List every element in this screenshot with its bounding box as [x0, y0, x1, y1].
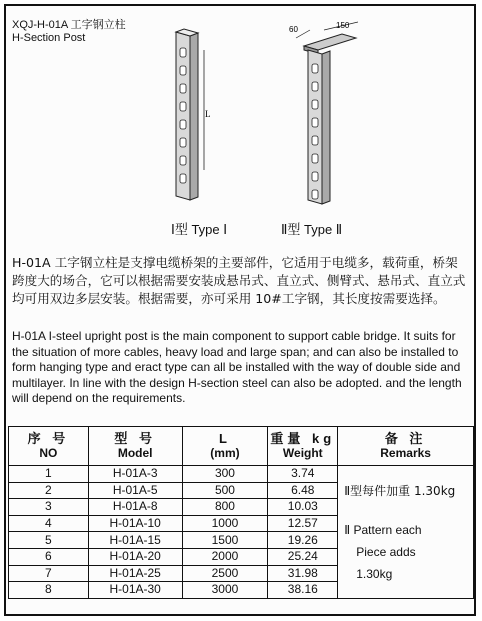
- cell-no: 6: [9, 548, 89, 565]
- cell-no: 2: [9, 482, 89, 499]
- cell-weight: 6.48: [268, 482, 338, 499]
- dim-L-label: L: [205, 109, 211, 119]
- caption-type2: Ⅱ型 Type Ⅱ: [281, 222, 343, 237]
- header-model: 型 号 Model: [88, 427, 182, 466]
- cell-model: H-01A-3: [88, 466, 182, 483]
- description-english: H-01A I-steel upright post is the main component to support cable bridge. It suits for the situation of more cables, heavy load and large span; and can also be installed to form hanging type and eract type can all be installed with the way of double side and multilayer. In line with the design H-section steel can also be adopted. and the length will depend on the requirements.: [12, 329, 462, 405]
- cell-length: 2000: [182, 548, 268, 565]
- remark-chinese: Ⅱ型每件加重 1.30kg: [344, 484, 456, 498]
- cell-model: H-01A-25: [88, 565, 182, 582]
- dim-60-label: 60: [289, 25, 298, 34]
- title-chinese: XQJ-H-01A 工字钢立柱: [12, 19, 126, 31]
- cell-length: 300: [182, 466, 268, 483]
- cell-no: 5: [9, 532, 89, 549]
- cell-weight: 10.03: [268, 499, 338, 516]
- description-chinese: H-01A 工字钢立柱是支撑电缆桥架的主要部件，它适用于电缆多，载荷重，桥架跨度大的场合，它可以根据需要安装成悬吊式、直立式、侧臂式、悬吊式、直立式均可用双边多层安装。根据需要，亦可采用 10#工字钢，其长度按需要选择。: [12, 255, 466, 306]
- table-row: [9, 466, 474, 483]
- cell-weight: 19.26: [268, 532, 338, 549]
- cell-model: H-01A-30: [88, 582, 182, 599]
- cell-length: 1000: [182, 515, 268, 532]
- cell-model: H-01A-10: [88, 515, 182, 532]
- remarks-cell: [338, 466, 474, 599]
- cell-model: H-01A-20: [88, 548, 182, 565]
- cell-length: 1500: [182, 532, 268, 549]
- type1-post-drawing: [176, 29, 211, 200]
- datasheet-page: [4, 4, 476, 616]
- post-illustration: [156, 20, 386, 216]
- caption-type1: Ⅰ型 Type Ⅰ: [171, 222, 228, 237]
- cell-length: 3000: [182, 582, 268, 599]
- table-header-row: [9, 427, 474, 466]
- cell-no: 3: [9, 499, 89, 516]
- type2-post-drawing: [289, 21, 358, 204]
- spec-table: [8, 426, 474, 599]
- cell-no: 8: [9, 582, 89, 599]
- cell-weight: 38.16: [268, 582, 338, 599]
- header-length: L (mm): [182, 427, 268, 466]
- cell-model: H-01A-15: [88, 532, 182, 549]
- dim-150-label: 150: [336, 21, 350, 30]
- remark-english: Ⅱ Pattern each Piece adds 1.30kg: [344, 523, 422, 581]
- cell-length: 2500: [182, 565, 268, 582]
- header-weight: 重量 kg Weight: [268, 427, 338, 466]
- cell-no: 7: [9, 565, 89, 582]
- header-remarks: 备 注 Remarks: [338, 427, 474, 466]
- cell-weight: 3.74: [268, 466, 338, 483]
- title-english: H-Section Post: [12, 32, 86, 44]
- cell-no: 4: [9, 515, 89, 532]
- cell-model: H-01A-5: [88, 482, 182, 499]
- cell-model: H-01A-8: [88, 499, 182, 516]
- cell-length: 500: [182, 482, 268, 499]
- cell-no: 1: [9, 466, 89, 483]
- cell-weight: 31.98: [268, 565, 338, 582]
- cell-weight: 12.57: [268, 515, 338, 532]
- cell-weight: 25.24: [268, 548, 338, 565]
- cell-length: 800: [182, 499, 268, 516]
- header-no: 序 号 NO: [9, 427, 89, 466]
